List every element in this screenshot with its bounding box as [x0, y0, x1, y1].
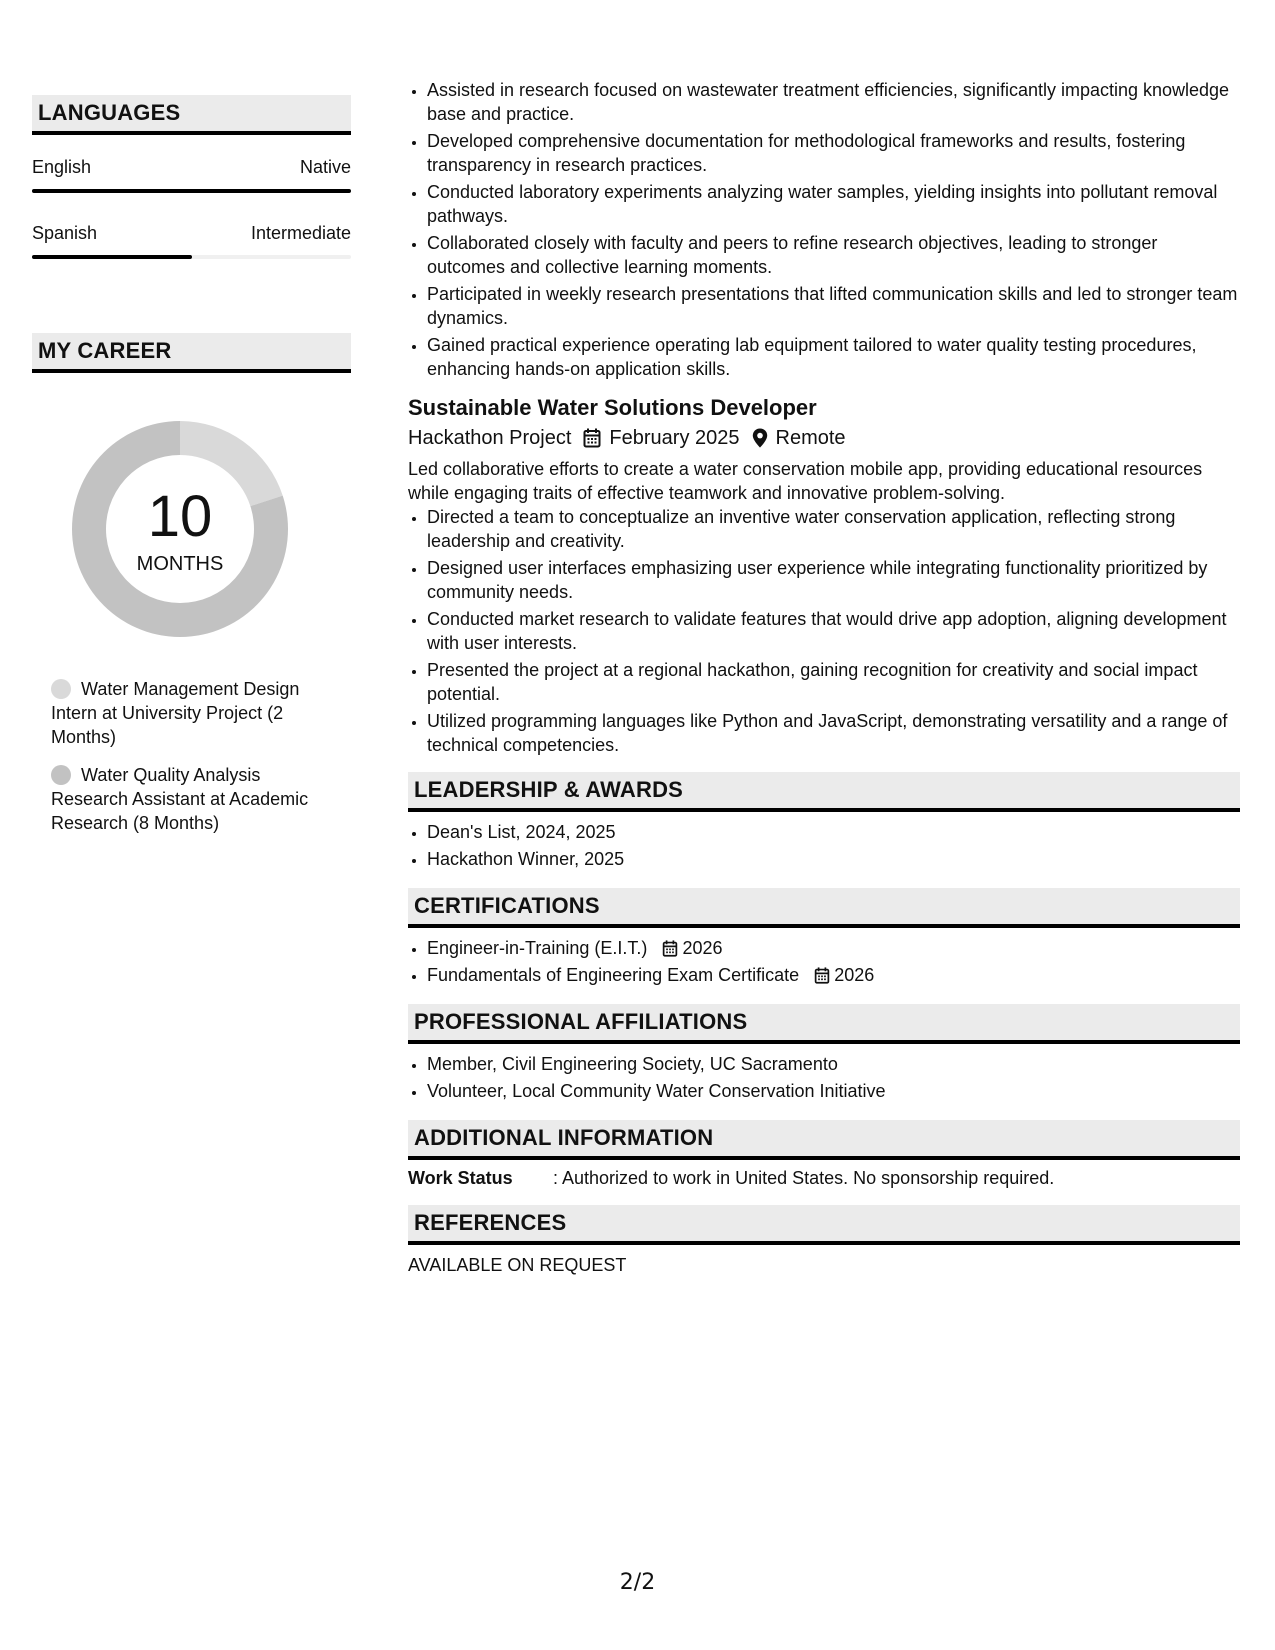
list-item: • Presented the project at a regional hackathon, gaining recognition for creativity and social impact potential.	[427, 658, 1240, 706]
certifications-list	[408, 936, 1240, 987]
list-item: • Developed comprehensive documentation for methodological frameworks and results, fostering transparency in research practices.	[427, 129, 1240, 177]
job-description: Led collaborative efforts to create a water conservation mobile app, providing educational resources while engaging traits of effective teamwork and innovative problem-solving.	[408, 459, 1203, 503]
language-item	[32, 221, 351, 259]
certification-year: 2026	[682, 938, 723, 958]
career-legend	[32, 677, 351, 835]
list-item: • Directed a team to conceptualize an inventive water conservation application, reflecting strong leadership and creativity.	[427, 505, 1240, 553]
language-proficiency-bar	[32, 255, 351, 259]
career-heading: MY CAREER	[32, 333, 351, 373]
list-item: • Collaborated closely with faculty and peers to refine research objectives, leading to stronger outcomes and collective learning moments.	[427, 231, 1240, 279]
legend-dot-icon	[51, 765, 71, 785]
job-date: February 2025	[609, 427, 740, 449]
list-item	[427, 936, 1240, 960]
list-item: • Gained practical experience operating lab equipment tailored to water quality testing procedures, enhancing hands-on application skills.	[427, 333, 1240, 381]
awards-list	[408, 820, 1240, 871]
language-item	[32, 155, 351, 193]
job-bullets	[408, 505, 1240, 757]
language-proficiency-fill	[32, 255, 192, 259]
languages-heading: LANGUAGES	[32, 95, 351, 135]
language-level: Intermediate	[250, 223, 351, 243]
calendar-icon	[583, 428, 601, 448]
list-item: • Conducted market research to validate features that would drive app adoption, aligning development with user interests.	[427, 607, 1240, 655]
certification-name: Engineer-in-Training (E.I.T.)	[427, 938, 648, 958]
job-organization: Hackathon Project	[408, 427, 572, 449]
language-proficiency-fill	[32, 189, 351, 193]
left-column	[32, 95, 351, 835]
calendar-icon	[814, 967, 830, 984]
job-title: Sustainable Water Solutions Developer	[408, 395, 817, 420]
language-name: English	[32, 157, 92, 177]
job-location: Remote	[775, 427, 846, 449]
certification-name: Fundamentals of Engineering Exam Certificate	[427, 965, 800, 985]
references-heading: REFERENCES	[408, 1205, 1240, 1245]
additional-info-heading: ADDITIONAL INFORMATION	[408, 1120, 1240, 1160]
list-item	[427, 963, 1240, 987]
work-status-label: Work Status	[408, 1168, 513, 1188]
legend-label: Water Management Design Intern at University Project (2 Months)	[51, 679, 300, 747]
list-item: • Designed user interfaces emphasizing user experience while integrating functionality prioritized by community needs.	[427, 556, 1240, 604]
right-column	[408, 78, 1240, 1277]
affiliations-list	[408, 1052, 1240, 1103]
work-status-row	[408, 1166, 1240, 1190]
list-item: • Participated in weekly research presentations that lifted communication skills and led to stronger team dynamics.	[427, 282, 1240, 330]
language-name: Spanish	[32, 223, 98, 243]
list-item: • Member, Civil Engineering Society, UC Sacramento	[427, 1052, 1240, 1076]
donut-center	[66, 415, 294, 643]
legend-dot-icon	[51, 679, 71, 699]
page-number: 2/2	[619, 1570, 656, 1595]
list-item: • Utilized programming languages like Python and JavaScript, demonstrating versatility and a range of technical competencies.	[427, 709, 1240, 757]
career-total-value: 10	[147, 484, 213, 549]
languages-list	[32, 155, 351, 259]
previous-job-bullets	[408, 78, 1240, 381]
language-level: Native	[299, 157, 351, 177]
legend-item	[51, 677, 331, 749]
location-pin-icon	[752, 428, 768, 448]
awards-heading: LEADERSHIP & AWARDS	[408, 772, 1240, 812]
affiliations-heading: PROFESSIONAL AFFILIATIONS	[408, 1004, 1240, 1044]
list-item: • Hackathon Winner, 2025	[427, 847, 1240, 871]
list-item: • Conducted laboratory experiments analyzing water samples, yielding insights into pollutant removal pathways.	[427, 180, 1240, 228]
work-status-value: : Authorized to work in United States. No sponsorship required.	[553, 1168, 1055, 1188]
certifications-heading: CERTIFICATIONS	[408, 888, 1240, 928]
legend-label: Water Quality Analysis Research Assistant at Academic Research (8 Months)	[51, 765, 309, 833]
certification-year: 2026	[834, 965, 875, 985]
list-item: • Assisted in research focused on wastewater treatment efficiencies, significantly impacting knowledge base and practice.	[427, 78, 1240, 126]
calendar-icon	[662, 940, 678, 957]
references-text: AVAILABLE ON REQUEST	[408, 1255, 627, 1275]
legend-item	[51, 763, 331, 835]
list-item: • Volunteer, Local Community Water Conservation Initiative	[427, 1079, 1240, 1103]
career-donut-chart	[66, 415, 294, 643]
language-proficiency-bar	[32, 189, 351, 193]
career-total-unit: MONTHS	[136, 553, 224, 575]
job-meta	[408, 423, 1240, 453]
list-item: • Dean's List, 2024, 2025	[427, 820, 1240, 844]
